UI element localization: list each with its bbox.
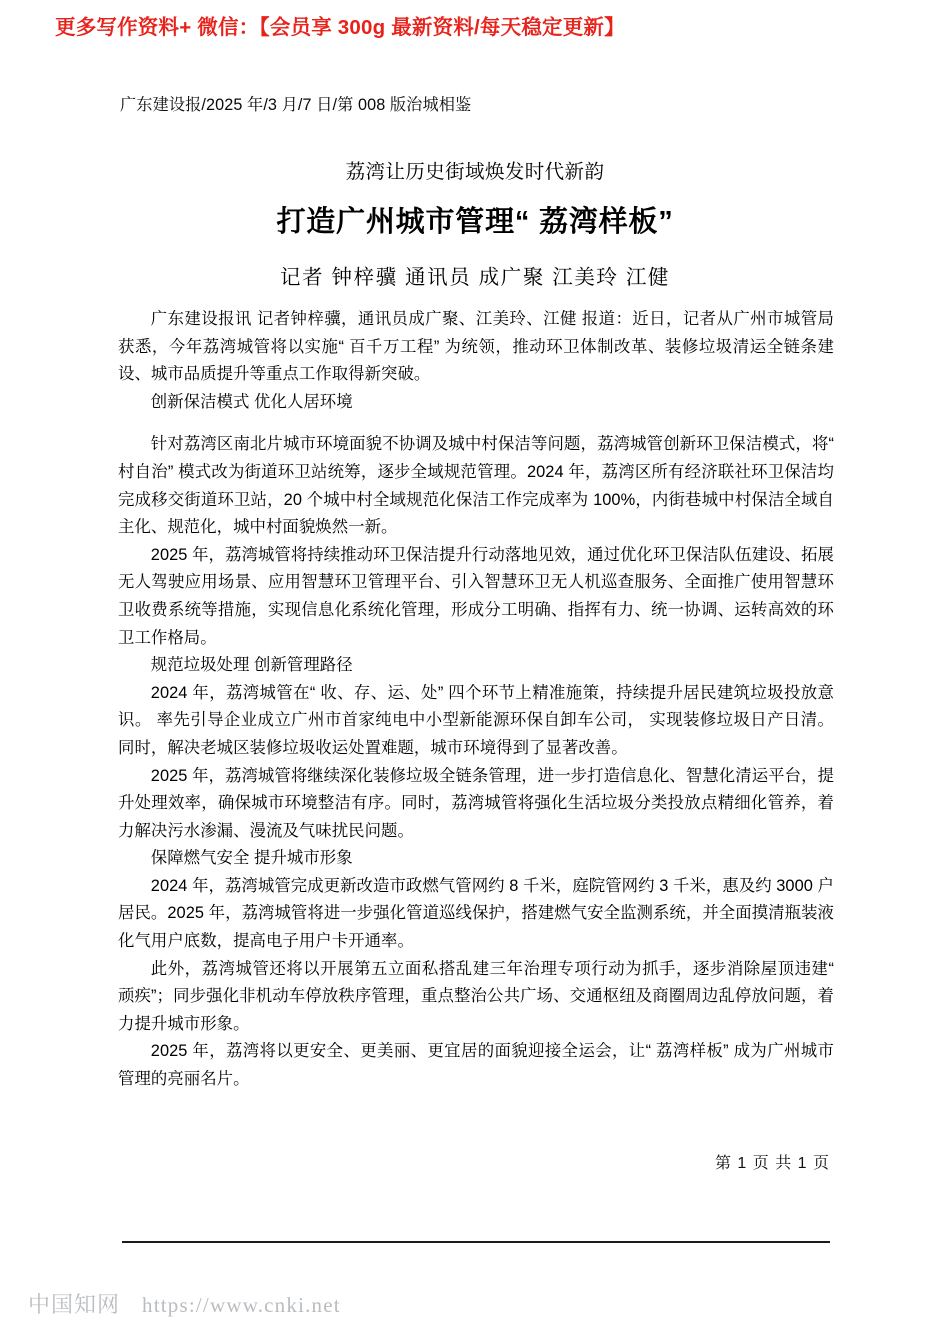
body-paragraph: 针对荔湾区南北片城市环境面貌不协调及城中村保洁等问题，荔湾城管创新环卫保洁模式，将“ 村自治” 模式改为街道环卫站统筹，逐步全域规范管理。2024 年，荔湾区所有经济联社环卫保洁均完成移交街道环卫站，20 个城中村全域规范化保洁工作完成率为 100%，内街巷城中村保洁全域自主化、规范化，城中村面貌焕然一新。 [118,435,834,537]
page-number: 第 1 页 共 1 页 [714,1155,830,1172]
section-subheading: 创新保洁模式 优化人居环境 [150,392,353,411]
shoulder-title: 荔湾让历史街域焕发时代新韵 [345,161,605,183]
body-paragraph: 2025 年，荔湾将以更安全、更美丽、更宜居的面貌迎接全运会，让“ 荔湾样板” 成为广州城市管理的亮丽名片。 [118,1042,834,1089]
headline-block [120,158,830,293]
body-paragraph: 2024 年，荔湾城管在“ 收、存、运、处” 四个环节上精准施策，持续提升居民建筑垃圾投放意识。 率先引导企业成立广州市首家纯电中小型新能源环保自卸车公司， 实现装修垃圾日产日清。同时，解决老城区装修垃圾收运处置难题，城市环境得到了显著改善。 [118,683,834,757]
cnki-url-text: https://www.cnki.net [142,1293,341,1317]
cnki-logo-text: 中国知网 [28,1293,121,1318]
body-paragraph: 2024 年，荔湾城管完成更新改造市政燃气管网约 8 千米，庭院管网约 3 千米，惠及约 3000 户居民。2025 年，荔湾城管将进一步强化管道巡线保护，搭建燃气安全监测系统，并全面摸清瓶装液化气用户底数，提高电子用户卡开通率。 [118,876,834,951]
section-subheading: 规范垃圾处理 创新管理路径 [150,656,353,675]
article-body [118,306,834,1094]
publication-source-line: 广东建设报/2025 年/3 月/7 日/第 008 版治城相鉴 [120,96,472,114]
cnki-watermark [28,1288,341,1319]
body-paragraph: 2025 年，荔湾城管将继续深化装修垃圾全链条管理，进一步打造信息化、智慧化清运平台，提升处理效率，确保城市环境整洁有序。同时，荔湾城管将强化生活垃圾分类投放点精细化管养，着力解决污水渗漏、漫流及气味扰民问题。 [118,766,834,840]
body-paragraph: 此外，荔湾城管还将以开展第五立面私搭乱建三年治理专项行动为抓手，逐步消除屋顶违建“ 顽疾”；同步强化非机动车停放秩序管理，重点整治公共广场、交通枢纽及商圈周边乱停放问题，着力提升城市形象。 [118,959,834,1033]
lead-paragraph: 广东建设报讯 记者钟梓骥，通讯员成广聚、江美玲、江健 报道：近日，记者从广州市城管局获悉，今年荔湾城管将以实施“ 百千万工程” 为统领，推动环卫体制改革、装修垃圾清运全链条建设、城市品质提升等重点工作取得新突破。 [118,310,834,384]
footer-divider [122,1241,830,1243]
page-title: 打造广州城市管理“ 荔湾样板” [276,206,674,239]
body-paragraph: 2025 年，荔湾城管将持续推动环卫保洁提升行动落地见效，通过优化环卫保洁队伍建设、拓展无人驾驶应用场景、应用智慧环卫管理平台、引入智慧环卫无人机巡查服务、全面推广使用智慧环卫收费系统等措施，实现信息化系统化管理，形成分工明确、指挥有力、统一协调、运转高效的环卫工作格局。 [118,545,834,647]
promo-banner-text: 更多写作资料+ 微信：【会员享 300g 最新资料/每天稳定更新】 [55,16,625,39]
section-subheading: 保障燃气安全 提升城市形象 [150,849,353,868]
byline: 记者 钟梓骥 通讯员 成广聚 江美玲 江健 [279,265,671,289]
